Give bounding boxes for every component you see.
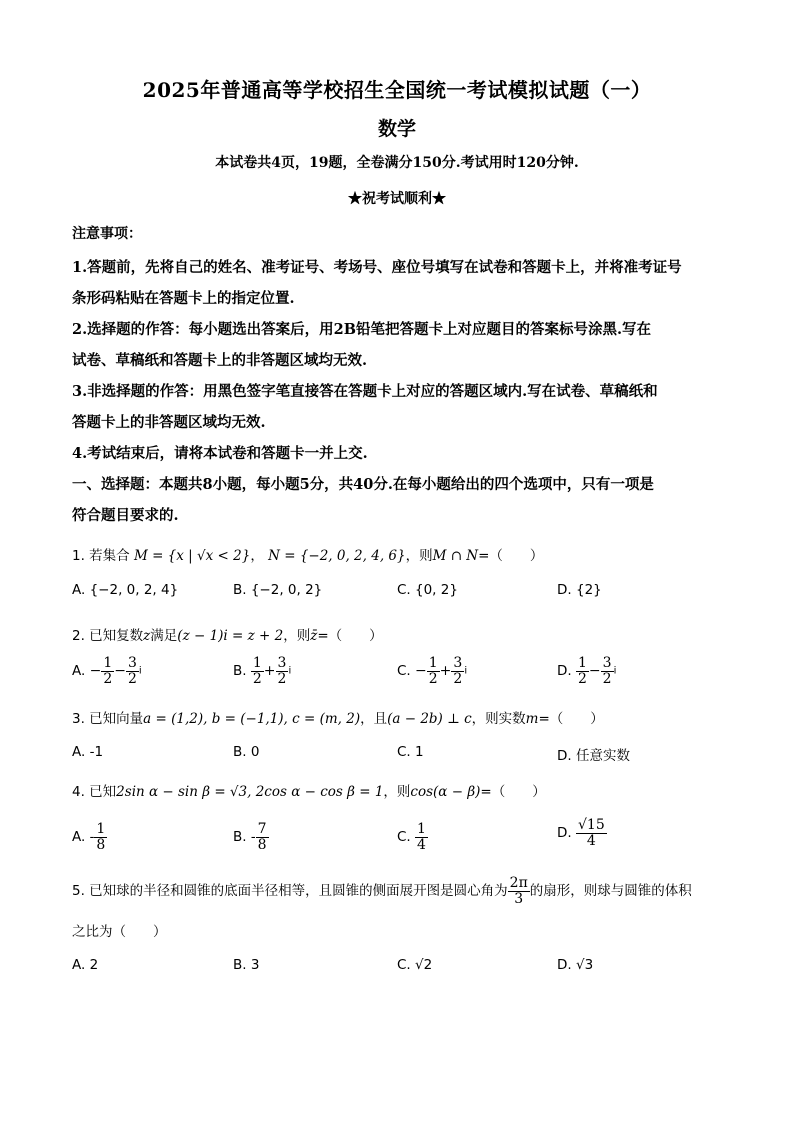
numerator: 2π [509,875,528,891]
numerator: 7 [257,821,267,837]
fraction [256,822,269,852]
q4-option-b[interactable] [233,822,269,852]
fraction [451,656,464,686]
denominator: 2 [252,670,262,687]
notice-heading: 注意事项： [72,226,142,242]
exam-title: 2025年普通高等学校招生全国统一考试模拟试题（一） [142,78,652,102]
q2-conj: z̄ [310,628,318,644]
q2-option-d[interactable] [557,656,616,686]
q4-eq: 2sin α − sin β = √3, 2cos α − cos β = 1 [116,784,384,800]
exam-subject: 数学 [377,118,416,140]
sign: − [588,663,601,680]
q4-option-d[interactable] [557,818,607,848]
q3-cond: (a − 2b) ⊥ c [387,711,472,727]
denominator: 2 [277,670,287,687]
q5-option-b[interactable]: B. 3 [233,957,260,973]
question-5 [72,876,692,906]
q3-suffix: =（ ） [538,711,604,727]
denominator: 8 [96,836,106,853]
question-4 [72,780,546,800]
q2-eq: (z − 1)i = z + 2 [177,628,284,644]
numerator: 1 [252,655,262,671]
option-label: A. [72,829,86,846]
q2-prefix: 2. 已知复数 [72,628,144,644]
fraction [126,656,139,686]
question-5-cont: 之比为（ ） [72,924,167,940]
q4-suffix: =（ ） [480,784,546,800]
q1-option-b[interactable]: B. {−2, 0, 2} [233,582,323,598]
fraction [576,656,589,686]
numerator: 3 [277,655,287,671]
option-label: D. [557,663,572,680]
numerator: 3 [127,655,137,671]
q3-prefix: 3. 已知向量 [72,711,144,727]
q4-option-c[interactable] [397,822,428,852]
sign: - [250,829,256,846]
denominator: 2 [453,670,463,687]
denominator: 3 [514,890,524,907]
q2-mid1: 满足 [150,628,178,644]
numerator: 3 [453,655,463,671]
fraction [251,656,264,686]
q3-option-d[interactable]: D. 任意实数 [557,748,630,764]
denominator: 2 [103,670,113,687]
notice-line: 2.选择题的作答：每小题选出答案后，用2B铅笔把答题卡上对应题目的答案标号涂黑.写在 [72,321,652,338]
q2-option-b[interactable] [233,656,291,686]
q1-set-n: N = {−2, 0, 2, 4, 6} [268,548,406,564]
fraction [576,818,607,848]
q1-prefix: 1. 若集合 [72,548,130,564]
q3-option-b[interactable]: B. 0 [233,744,260,760]
option-label: B. [233,829,247,846]
q5-prefix: 5. 已知球的半径和圆锥的底面半径相等，且圆锥的侧面展开图是圆心角为 [72,883,508,900]
q3-mid2: ，则实数 [471,711,526,727]
exam-wish: ★祝考试顺利★ [348,191,446,207]
q2-mid2: ，则 [283,628,311,644]
numerator: √15 [577,817,605,833]
fraction [101,656,114,686]
sign: - [89,829,95,846]
q2-suffix: =（ ） [317,628,383,644]
q3-option-c[interactable]: C. 1 [397,744,424,760]
notice-line: 试卷、草稿纸和答题卡上的非答题区域均无效. [72,352,368,369]
q4-prefix: 4. 已知 [72,784,117,800]
denominator: 2 [428,670,438,687]
q4-expr: cos(α − β) [410,784,481,800]
q3-vectors: a = (1,2), b = (−1,1), c = (m, 2) [143,711,361,727]
question-1 [72,544,543,564]
numerator: 1 [428,655,438,671]
option-label: C. [397,829,411,846]
sign: − [114,663,126,680]
numerator: 1 [103,655,113,671]
fraction [601,656,614,686]
question-3 [72,707,604,727]
sign: − [89,663,102,680]
option-label: A. [72,663,86,680]
fraction [415,822,428,852]
sign: − [415,663,427,680]
fraction [276,655,292,687]
option-label: B. [233,663,247,680]
q4-option-a[interactable] [72,822,107,852]
fraction [94,822,107,852]
imag-unit: i [613,665,617,677]
q2-option-c[interactable] [397,656,467,686]
q5-option-c[interactable]: C. √2 [397,957,433,973]
imag-unit: i [288,665,292,677]
q5-suffix: 的扇形，则球与圆锥的体积 [529,883,692,900]
q1-option-d[interactable]: D. {2} [557,582,602,598]
notice-line: 条形码粘贴在答题卡上的指定位置. [72,290,295,307]
section-heading: 一、选择题：本题共8小题，每小题5分，共40分.在每小题给出的四个选项中，只有一项是 [72,476,654,493]
q3-var: m [525,711,539,727]
denominator: 8 [257,836,267,853]
denominator: 2 [577,670,587,687]
exam-info: 本试卷共4页，19题，全卷满分150分.考试用时120分钟. [215,155,579,171]
q1-sep: ， [250,548,264,564]
q1-option-a[interactable]: A. {−2, 0, 2, 4} [72,582,179,598]
fraction [508,876,530,906]
denominator: 4 [417,836,426,853]
numerator: 1 [417,821,426,837]
q1-option-c[interactable]: C. {0, 2} [397,582,458,598]
numerator: 1 [96,821,106,837]
imag-unit: i [138,665,142,677]
denominator: 2 [602,670,612,687]
q1-set-m: M = {x | √x < 2} [133,548,251,564]
q3-mid: ，且 [360,711,388,727]
notice-line: 1.答题前，先将自己的姓名、准考证号、考场号、座位号填写在试卷和答题卡上，并将准考证号 [72,259,682,276]
sign: + [439,663,452,680]
question-2 [72,624,383,644]
notice-line: 答题卡上的非答题区域均无效. [72,414,266,431]
option-label: C. [397,663,411,680]
imag-unit: i [464,665,468,677]
option-label: D. [557,825,572,842]
denominator: 2 [127,670,137,687]
q1-expr: M ∩ N [432,548,479,564]
numerator: 1 [577,655,587,671]
notice-line: 4.考试结束后，请将本试卷和答题卡一并上交. [72,445,368,462]
section-heading-cont: 符合题目要求的. [72,507,179,524]
q2-var: z [143,628,151,644]
q1-mid: ，则 [405,548,433,564]
q5-option-d[interactable]: D. √3 [557,957,594,973]
q1-suffix: =（ ） [478,548,544,564]
q5-option-a[interactable]: A. 2 [72,957,99,973]
q4-mid: ，则 [383,784,411,800]
sign: + [263,663,276,680]
q2-option-a[interactable] [72,656,142,686]
fraction [427,656,440,686]
q3-option-a[interactable]: A. -1 [72,744,104,760]
numerator: 3 [602,655,612,671]
denominator: 4 [586,832,596,849]
notice-line: 3.非选择题的作答：用黑色签字笔直接答在答题卡上对应的答题区域内.写在试卷、草稿纸和 [72,383,658,400]
